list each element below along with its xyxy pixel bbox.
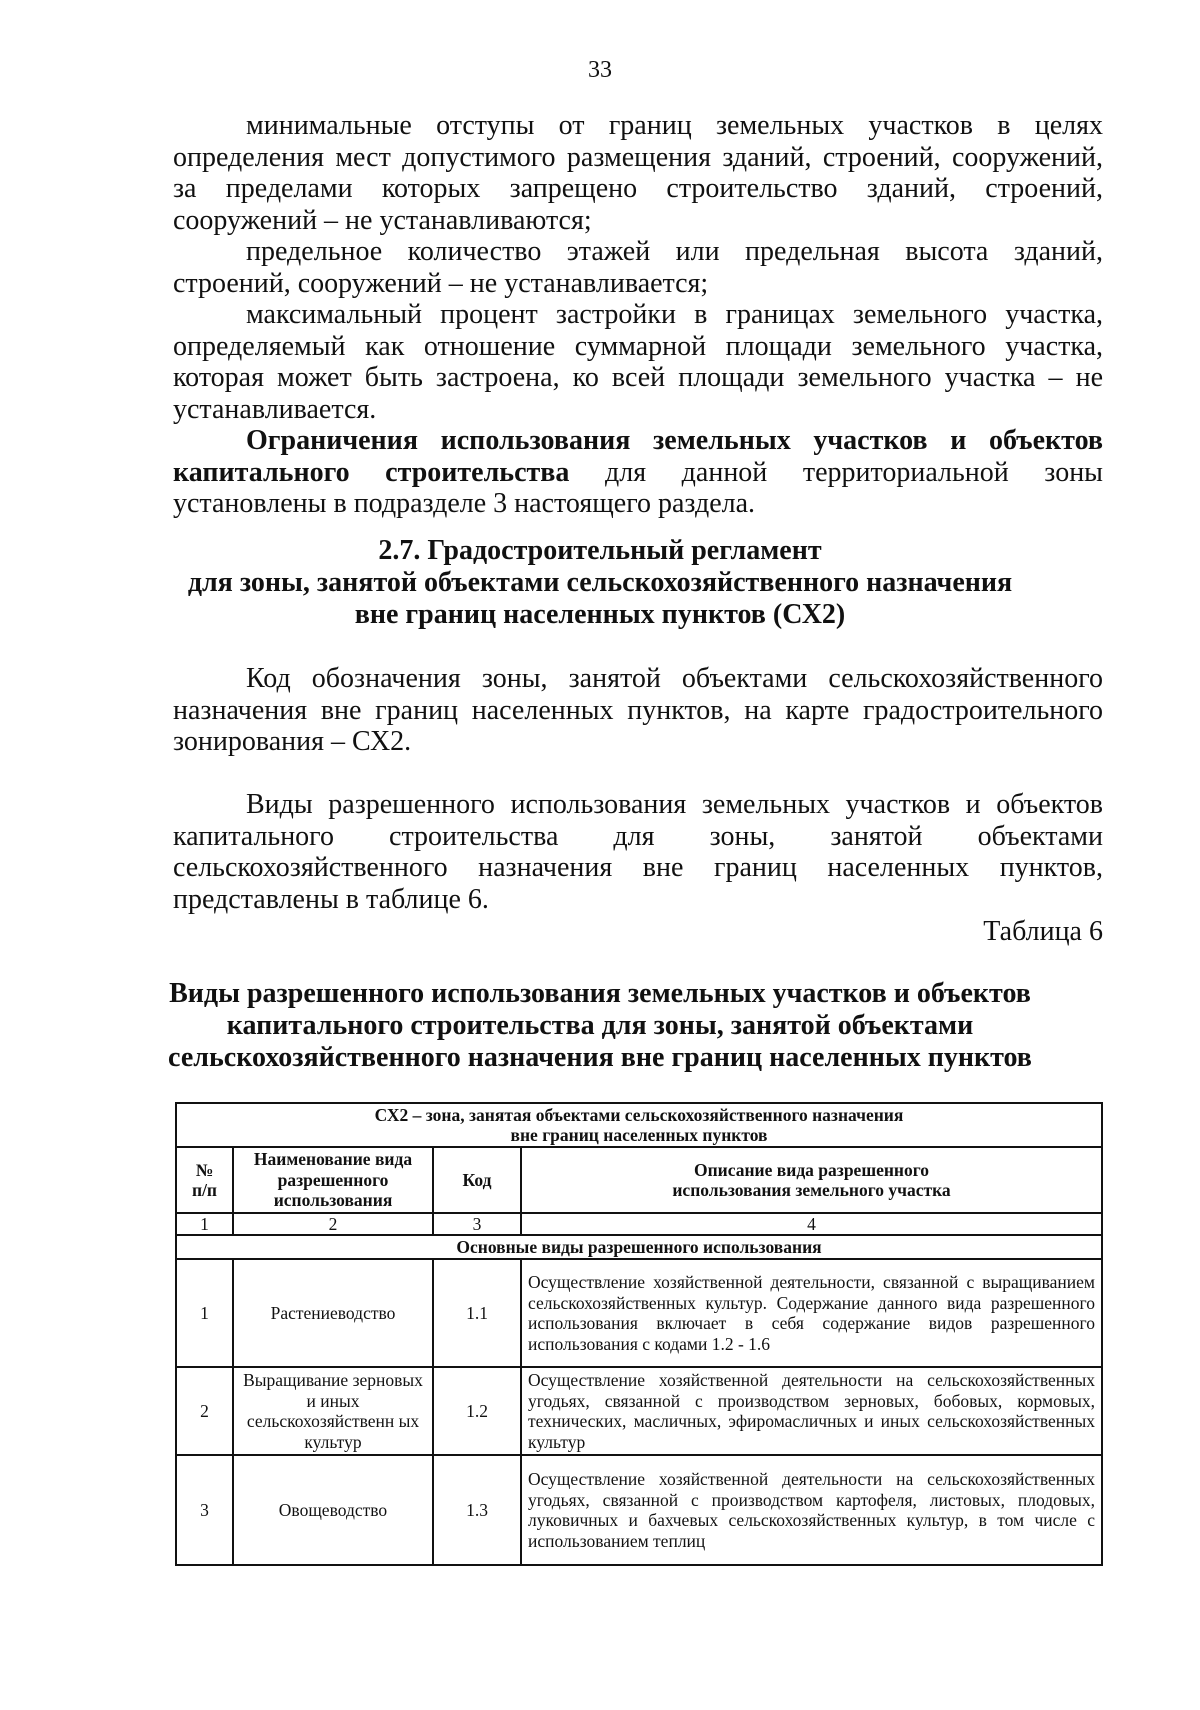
header-row bbox=[176, 1147, 1102, 1213]
restrictions-text: для данной территориальной зоны установлены в подразделе 3 настоящего раздела. bbox=[173, 456, 1103, 519]
row-code-cell: 1.3 bbox=[433, 1455, 521, 1565]
zone-title-line: СХ2 – зона, занятая объектами сельскохозяйственного назначения bbox=[374, 1104, 904, 1125]
paragraph-floors: предельное количество этажей или предельная высота зданий, строений, сооружений – не устанавливается; bbox=[173, 236, 1103, 299]
table-row bbox=[176, 1367, 1102, 1455]
table-title-line: Виды разрешенного использования земельных участков и объектов bbox=[169, 978, 1031, 1009]
header-description-line: Описание вида разрешенного bbox=[693, 1159, 930, 1180]
paragraph-restrictions bbox=[173, 425, 1103, 520]
header-code-cell: Код bbox=[433, 1147, 521, 1213]
section-heading-line: 2.7. Градостроительный регламент bbox=[378, 535, 822, 566]
table-caption: Таблица 6 bbox=[983, 916, 1103, 947]
section-heading-line: вне границ населенных пунктов (СХ2) bbox=[354, 599, 846, 630]
zone-title-line: вне границ населенных пунктов bbox=[510, 1125, 768, 1145]
paragraph-setbacks: минимальные отступы от границ земельных участков в целях определения мест допустимого размещения зданий, строений, сооружений, за пределами которых запрещено строительство зданий, строений, сооружений – не устанавливаются; bbox=[173, 110, 1103, 236]
paragraph-permitted-uses: Виды разрешенного использования земельных участков и объектов капитального строительства для зоны, занятой объектами сельскохозяйственного назначения вне границ населенных пунктов, представлены в таблице 6. bbox=[173, 789, 1103, 915]
column-number-cell: 3 bbox=[433, 1213, 521, 1235]
header-num-line: п/п bbox=[191, 1180, 218, 1200]
column-number-row bbox=[176, 1213, 1102, 1235]
table-row bbox=[176, 1455, 1102, 1565]
restrictions-bold-text: Ограничения использования земельных участков и объектов капитального строительства bbox=[173, 425, 1103, 488]
permitted-uses-table bbox=[175, 1102, 1103, 1566]
table-title bbox=[0, 978, 1200, 1074]
header-num-cell bbox=[176, 1147, 233, 1213]
column-number-cell: 2 bbox=[233, 1213, 433, 1235]
zone-title-cell bbox=[176, 1103, 1102, 1147]
paragraph-zone-code: Код обозначения зоны, занятой объектами сельскохозяйственного назначения вне границ населенных пунктов, на карте градостроительного зонирования – СХ2. bbox=[173, 663, 1103, 757]
column-number-cell: 1 bbox=[176, 1213, 233, 1235]
row-num-cell: 3 bbox=[176, 1455, 233, 1565]
row-description-cell: Осуществление хозяйственной деятельности на сельскохозяйственных угодьях, связанной с производством зерновых, бобовых, кормовых, технических, масличных, эфиромасличных и иных сельскохозяйственных культур bbox=[521, 1367, 1102, 1455]
row-num-cell: 1 bbox=[176, 1259, 233, 1367]
row-description-cell: Осуществление хозяйственной деятельности, связанной с выращиванием сельскохозяйственных культур. Содержание данного вида разрешенного использования включает в себя содержание видов разрешенного использования с кодами 1.2 - 1.6 bbox=[521, 1259, 1102, 1367]
header-name-cell: Наименование вида разрешенного использования bbox=[233, 1147, 433, 1213]
section-heading-line: для зоны, занятой объектами сельскохозяйственного назначения bbox=[187, 567, 1013, 598]
table-title-line: сельскохозяйственного назначения вне границ населенных пунктов bbox=[168, 1042, 1032, 1073]
row-num-cell: 2 bbox=[176, 1367, 233, 1455]
table-row bbox=[176, 1259, 1102, 1367]
page-number: 33 bbox=[588, 57, 612, 83]
section-label-cell: Основные виды разрешенного использования bbox=[176, 1235, 1102, 1259]
paragraph-coverage: максимальный процент застройки в границах земельного участка, определяемый как отношение суммарной площади земельного участка, которая может быть застроена, ко всей площади земельного участка – не устанавливается. bbox=[173, 299, 1103, 425]
row-code-cell: 1.1 bbox=[433, 1259, 521, 1367]
header-num-line: № bbox=[195, 1159, 214, 1180]
row-name-cell: Выращивание зерновых и иных сельскохозяйственн ых культур bbox=[233, 1367, 433, 1455]
section-heading bbox=[0, 535, 1200, 631]
header-description-line: использования земельного участка bbox=[672, 1180, 951, 1200]
header-description-cell bbox=[521, 1147, 1102, 1213]
zone-title-row bbox=[176, 1103, 1102, 1147]
row-code-cell: 1.2 bbox=[433, 1367, 521, 1455]
row-name-cell: Растениеводство bbox=[233, 1259, 433, 1367]
table-title-line: капитального строительства для зоны, занятой объектами bbox=[226, 1010, 974, 1041]
section-row bbox=[176, 1235, 1102, 1259]
column-number-cell: 4 bbox=[521, 1213, 1102, 1235]
row-name-cell: Овощеводство bbox=[233, 1455, 433, 1565]
row-description-cell: Осуществление хозяйственной деятельности на сельскохозяйственных угодьях, связанной с производством картофеля, листовых, плодовых, луковичных и бахчевых сельскохозяйственных культур, в том числе с использованием теплиц bbox=[521, 1455, 1102, 1565]
